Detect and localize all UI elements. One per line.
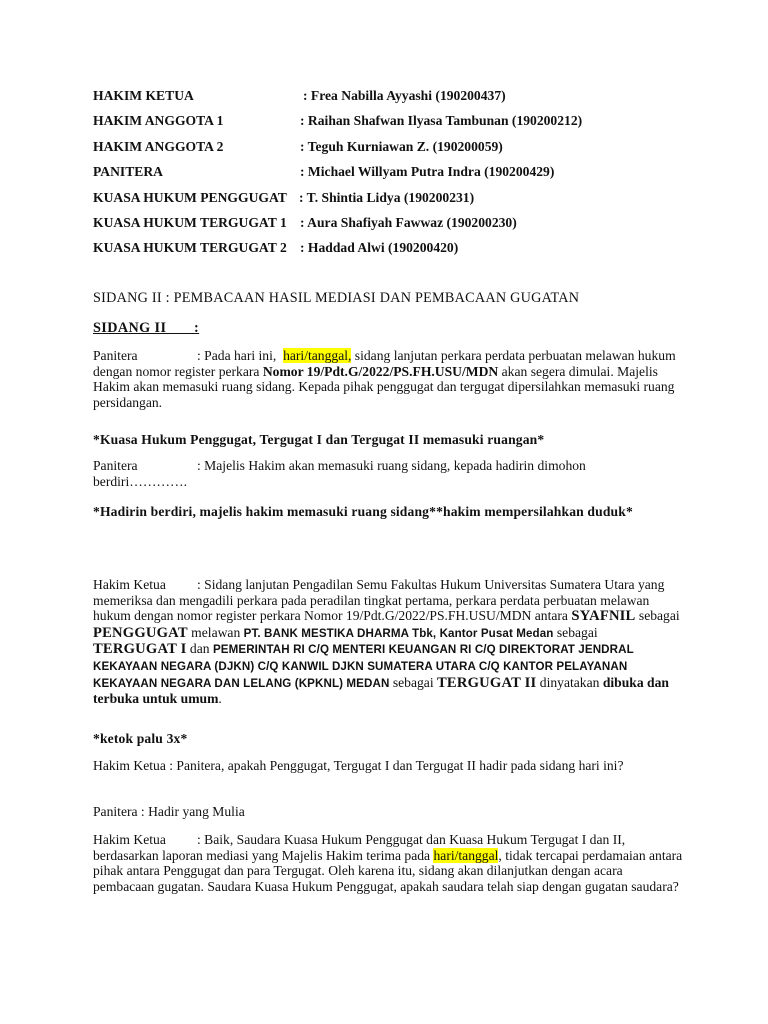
dialogue-text: : Baik, Saudara Kuasa Hukum Penggugat dan Kuasa Hukum Tergugat I dan II, berdasarkan laporan mediasi yang Majelis Hakim terima pada [93,832,626,863]
roster-value: : Raihan Shafwan Ilyasa Tambunan (190200212) [300,113,583,129]
plaintiff-name: SYAFNIL [571,608,636,625]
dialogue-text: : Majelis Hakim akan memasuki ruang sidang, kepada hadirin dimohon berdiri…………. [93,458,586,489]
section-title: SIDANG II : PEMBACAAN HASIL MEDIASI DAN PEMBACAAN GUGATAN [93,290,580,306]
paragraph-panitera-opening [93,348,683,410]
roster-label: PANITERA [93,164,163,180]
roster-value: : T. Shintia Lidya (190200231) [299,189,475,205]
tergugat-1-label: TERGUGAT I [93,641,187,658]
dialogue-text: sidang lanjutan perkara perdata perbuatan melawan hukum dengan nomor register perkara [93,348,676,379]
roster-label: HAKIM ANGGOTA 2 [93,138,224,154]
highlighted-placeholder: hari/tanggal, [283,348,352,363]
roster-value: : Aura Shafiyah Fawwaz (190200230) [300,214,517,230]
paragraph-hakim-question: Hakim Ketua : Panitera, apakah Penggugat, Tergugat I dan Tergugat II hadir pada sidang hari ini? [93,758,624,773]
speaker-label: Panitera [93,348,138,363]
speaker-label: Hakim Ketua [93,832,166,847]
dialogue-text: sebagai [553,624,598,640]
dialogue-text: . [218,691,222,707]
paragraph-hakim-opening [93,577,683,707]
tergugat-2-label: TERGUGAT II [437,674,537,691]
roster-value: : Michael Willyam Putra Indra (190200429) [300,164,555,180]
dialogue-text: akan segera dimulai. Majelis Hakim akan memasuki ruang sidang. Kepada pihak penggugat dan tergugat dipersilahkan memasuki ruang persidangan. [93,363,675,410]
dialogue-text: sebagai [635,608,680,624]
roster-value: : Teguh Kurniawan Z. (190200059) [300,138,503,154]
stage-direction: *ketok palu 3x* [93,731,188,746]
dialogue-text: sebagai [389,674,437,690]
dialogue-text: dinyatakan [536,674,603,690]
stage-direction: *Hadirin berdiri, majelis hakim memasuki ruang sidang**hakim mempersilahkan duduk* [93,504,633,519]
case-number: Nomor 19/Pdt.G/2022/PS.FH.USU/MDN [262,363,499,379]
dialogue-text: : Pada hari ini, [197,348,277,363]
sidang-heading: SIDANG II : [93,320,200,336]
stage-direction: *Kuasa Hukum Penggugat, Tergugat I dan Tergugat II memasuki ruangan* [93,432,545,447]
roster-label: KUASA HUKUM TERGUGAT 2 [93,240,287,256]
highlighted-placeholder: hari/tanggal [433,847,499,863]
paragraph-hakim-mediation [93,832,683,894]
paragraph-panitera-answer: Panitera : Hadir yang Mulia [93,804,245,819]
paragraph-panitera-rise [93,458,683,489]
dialogue-text: melawan [187,624,244,640]
defendant-2-name: PEMERINTAH RI C/Q MENTERI KEUANGAN RI C/Q DIREKTORAT JENDRAL KEKAYAAN NEGARA (DJKN) C/Q KANWIL DJKN SUMATERA UTARA C/Q KANTOR PELAYANAN KEKAYAAN NEGARA DAN LELANG (KPKNL) MEDAN [93,643,634,690]
roster-value: : Haddad Alwi (190200420) [300,240,459,256]
dialogue-text: dan [186,641,213,657]
dialogue-text: : Sidang lanjutan Pengadilan Semu Fakultas Hukum Universitas Sumatera Utara yang memeriksa dan mengadili perkara pada peradilan tingkat pertama, perkara perdata perbuatan melawan hukum dengan nomor register perkara Nomor 19/Pdt.G/2022/PS.FH.USU/MDN antara [93,577,665,624]
roster-label: KUASA HUKUM PENGGUGAT [93,189,287,205]
roster-label: HAKIM ANGGOTA 1 [93,113,224,129]
roster-value: : Frea Nabilla Ayyashi (190200437) [303,88,506,103]
dialogue-text: , tidak tercapai perdamaian antara pihak antara Penggugat dan para Tergugat. Oleh karena itu, sidang akan dilanjutkan dengan acara pembacaan gugatan. Saudara Kuasa Hukum Penggugat, apakah saudara telah siap dengan gugatan saudara? [93,847,683,894]
speaker-label: Hakim Ketua [93,577,166,592]
penggugat-label: PENGGUGAT [93,624,188,641]
roster-label: KUASA HUKUM TERGUGAT 1 [93,214,287,230]
roster-label: HAKIM KETUA [93,88,194,103]
session-opened-text: dibuka dan terbuka untuk umum [93,674,669,707]
speaker-label: Panitera [93,458,138,473]
defendant-1-name: PT. BANK MESTIKA DHARMA Tbk, Kantor Pusat Medan [243,626,554,640]
